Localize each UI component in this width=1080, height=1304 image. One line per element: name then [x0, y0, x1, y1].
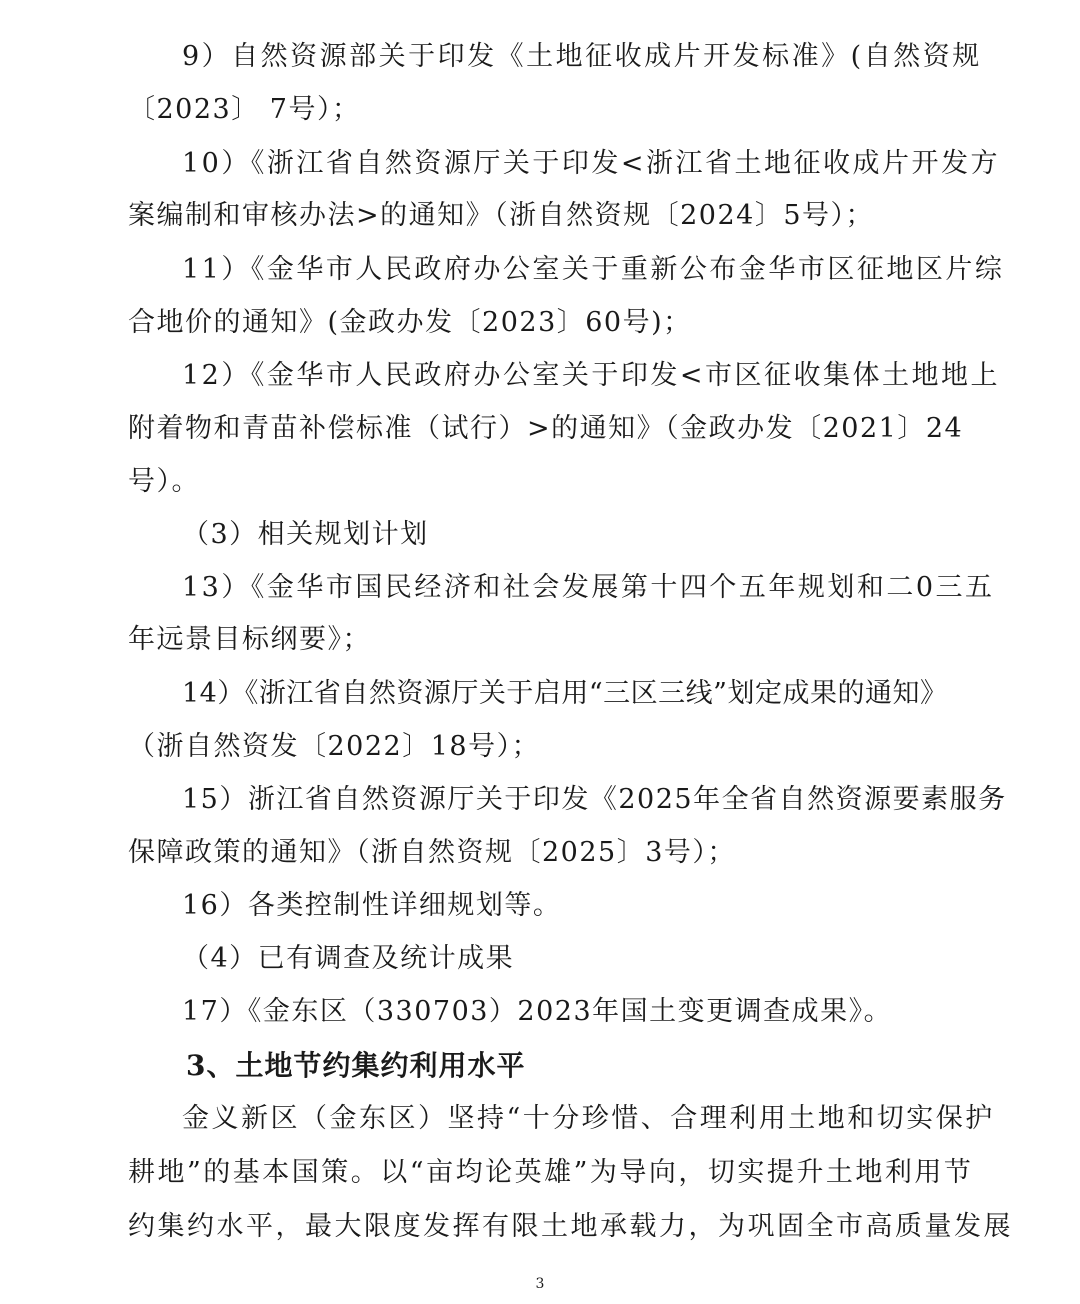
- text-line-10-cont: 案编制和审核办法>的通知》（浙自然资规〔2024〕5号）；: [128, 200, 875, 231]
- text-line-9-cont: 〔2023〕 7号）；: [128, 94, 361, 125]
- text-line-13: 13）《金华市国民经济和社会发展第十四个五年规划和二0三五: [182, 572, 995, 603]
- text-line-9: 9）自然资源部关于印发《土地征收成片开发标准》(自然资规: [182, 41, 982, 72]
- text-line-13-cont: 年远景目标纲要》；: [128, 624, 371, 655]
- text-line-17: 17）《金东区（330703）2023年国土变更调查成果》。: [182, 996, 893, 1027]
- text-line-16: 16）各类控制性详细规划等。: [182, 890, 562, 921]
- text-line-15-cont: 保障政策的通知》（浙自然资规〔2025〕3号）；: [128, 837, 736, 868]
- text-line-14-cont: （浙自然资发〔2022〕18号）；: [128, 731, 541, 762]
- text-line-11-cont: 合地价的通知》(金政办发〔2023〕60号)；: [128, 307, 692, 338]
- section-label-3: （3）相关规划计划: [182, 519, 429, 550]
- text-line-12: 12）《金华市人民政府办公室关于印发<市区征收集体土地地上: [182, 360, 1000, 391]
- body-line-1: 金义新区（金东区）坚持“十分珍惜、合理利用土地和切实保护: [182, 1103, 995, 1134]
- section-heading: 3、土地节约集约利用水平: [186, 1049, 526, 1082]
- text-line-12-cont: 附着物和青苗补偿标准（试行）>的通知》（金政办发〔2021〕24: [128, 413, 964, 444]
- text-line-14: 14）《浙江省自然资源厅关于启用“三区三线”划定成果的通知》: [182, 678, 948, 709]
- body-line-2: 耕地”的基本国策。以“亩均论英雄”为导向，切实提升土地利用节: [128, 1157, 974, 1188]
- text-line-11: 11）《金华市人民政府办公室关于重新公布金华市区征地区片综: [182, 254, 1005, 285]
- page-number: 3: [535, 1276, 545, 1292]
- text-line-15: 15）浙江省自然资源厅关于印发《2025年全省自然资源要素服务: [182, 784, 1007, 815]
- text-line-10: 10）《浙江省自然资源厅关于印发<浙江省土地征收成片开发方: [182, 148, 1000, 179]
- body-line-3: 约集约水平，最大限度发挥有限土地承载力，为巩固全市高质量发展: [128, 1211, 1013, 1242]
- text-line-12-end: 号）。: [128, 466, 200, 497]
- section-label-4: （4）已有调查及统计成果: [182, 943, 515, 974]
